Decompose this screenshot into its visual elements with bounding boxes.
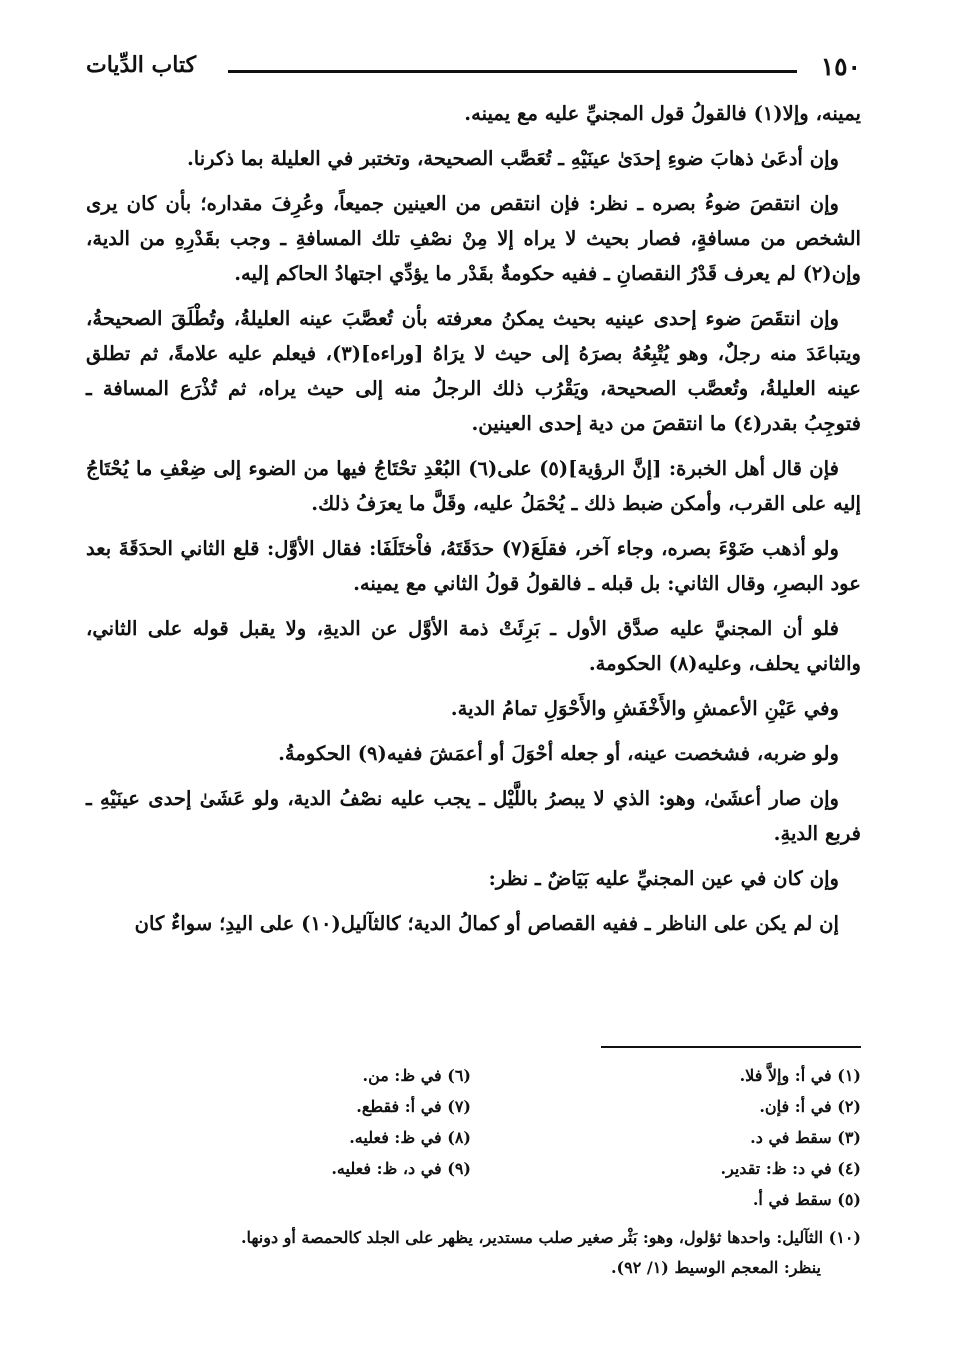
footnote-long — [86, 1223, 861, 1283]
header-rule — [228, 70, 797, 73]
page-number: ١٥٠ — [820, 52, 861, 81]
paragraph: وإن كان في عين المجنيِّ عليه بَيَاضٌ ـ نظر: — [488, 867, 839, 890]
paragraph: فلو أن المجنيَّ عليه صدَّق الأول ـ بَرِئَتْ ذمة الأوَّل عن الديةِ، ولا يقبل قوله على الثاني، والثاني يحلف، وعليه(٨) الحكومة. — [86, 617, 861, 675]
footnote: (٣) سقط في د. — [750, 1128, 861, 1147]
footnotes-left-column — [131, 1060, 471, 1184]
paragraph: فإن قال أهل الخبرة: [إنَّ الرؤية](٥) على(٦) البُعْدِ تحْتَاجُ فيها من الضوء إلى ضِعْفِ ما يُحْتَاجُ إليه على القرب، وأمكن ضبط ذلك ـ يُحْمَلُ عليه، وقَلَّ ما يعرَفُ ذلك. — [86, 457, 861, 515]
paragraph: وفي عَيْنِ الأعمشِ والأَخْفَشِ والأَحْوَلِ تمامُ الدية. — [450, 697, 839, 720]
footnote: (٧) في أ: فقطع. — [356, 1097, 471, 1116]
footnote-long-line: ينظر: المعجم الوسيط (١/ ٩٢). — [610, 1258, 821, 1277]
paragraph: وإن انتقصَ ضوءُ بصره ـ نظر: فإن انتقص من العينين جميعاً، وعُرِفَ مقداره؛ بأن كان يرى الشخص من مسافةٍ، فصار بحيث لا يراه إلا مِنْ نصْفِ تلك المسافةِ ـ وجب بقَدْرِهِ من الدية، وإن(٢) لم يعرف قَدْرُ النقصانِ ـ ففيه حكومةٌ بقَدْر ما يؤدِّي اجتهادُ الحاكم إليه. — [86, 192, 861, 285]
footnote: (٤) في د: ظ: تقدير. — [720, 1159, 861, 1178]
paragraph: ولو ضربه، فشخصت عينه، أو جعله أحْوَلَ أو أعمَشَ ففيه(٩) الحكومةُ. — [278, 742, 839, 765]
footnote-separator — [601, 1046, 861, 1048]
paragraph: وإن صار أعشَىٰ، وهو: الذي لا يبصرُ باللَّيْل ـ يجب عليه نصْفُ الدية، ولو عَشَىٰ إحدى عينَيْهِ ـ فربع الديةِ. — [86, 787, 861, 845]
paragraph: وإن انتقَصَ ضوء إحدى عينيه بحيث يمكنُ معرفته بأن تُعصَّبَ عينه العليلةُ، وتُطْلَقَ الصحيحةُ، ويتباعَدَ منه رجلٌ، وهو يُتْبِعُهُ بصرَهُ إلى حيث لا يرَاهُ [وراءه](٣)، فيعلم عليه علامةً، ثم تطلق عينه العليلةُ، وتُعصَّب الصحيحة، ويَقْرُب ذلك الرجلُ منه إلى حيث يراه، ثم تُذْرَع المسافة ـ فتوجِبُ بقدر(٤) ما انتقصَ من دية إحدى العينين. — [86, 307, 861, 435]
body-text — [86, 96, 861, 951]
running-title: كتاب الدِّيات — [86, 52, 197, 78]
footnote: (٨) في ظ: فعليه. — [349, 1128, 471, 1147]
paragraph: وإن أدعَىٰ ذهابَ ضوءِ إحدَىٰ عينَيْهِ ـ تُعَصَّب الصحيحة، وتختبر في العليلة بما ذكرنا. — [186, 147, 839, 170]
footnote-long-line: (١٠) الثآليل: واحدها ثؤلول، وهو: بَثْر صغير صلب مستدير، يظهر على الجلد كالحمصة أو دونها. — [240, 1228, 861, 1247]
page-header — [86, 48, 861, 88]
footnote: (٢) في أ: فإن. — [759, 1097, 861, 1116]
footnotes-right-column — [531, 1060, 861, 1215]
footnote: (٦) في ظ: من. — [362, 1066, 471, 1085]
paragraph: ولو أذهب ضَوْءَ بصره، وجاء آخر، فقلَعَ(٧) حدَقَتَهُ، فاْختَلَفَا: فقال الأوَّل: قلع الثاني الحدَقَةَ بعد عود البصرِ، وقال الثاني: بل قبله ـ فالقولُ قولُ الثاني مع يمينه. — [86, 537, 861, 595]
footnote: (٩) في د، ظ: فعليه. — [331, 1159, 471, 1178]
paragraph: إن لم يكن على الناظر ـ ففيه القصاص أو كمالُ الدية؛ كالثآليل(١٠) على اليدِ؛ سواءٌ كان — [134, 912, 839, 935]
footnote: (١) في أ: وإلاَّ فلا. — [739, 1066, 861, 1085]
footnote: (٥) سقط في أ. — [752, 1190, 861, 1209]
paragraph: يمينه، وإلا(١) فالقولُ قول المجنيِّ عليه مع يمينه. — [464, 102, 861, 125]
